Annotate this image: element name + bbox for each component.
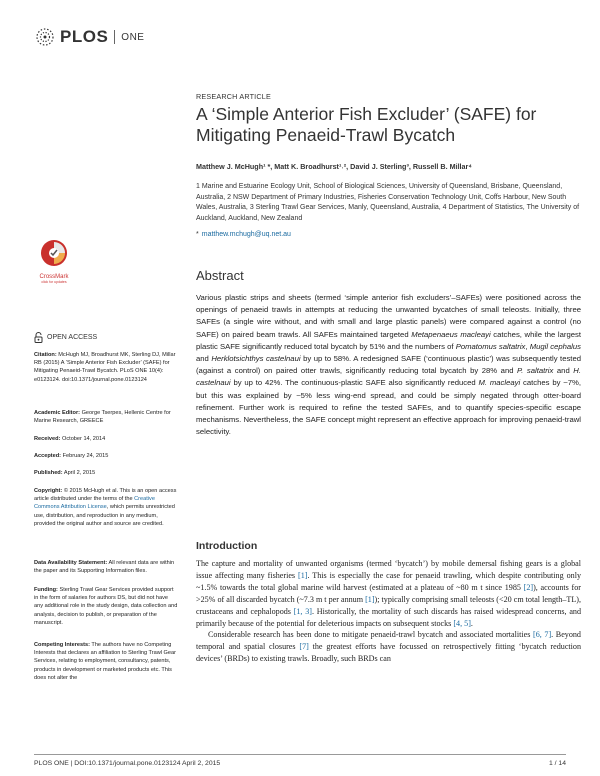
copyright-block: Copyright: © 2015 McHugh et al. This is an open access article distributed under the terms of the Creative Commons Attribution License, which permits unrestricted use, distribution, and reproduction in any medium, provided the original author and source are credited.	[34, 488, 177, 527]
plos-dots-icon	[34, 26, 56, 48]
ref-link[interactable]: [1, 3]	[293, 606, 312, 616]
crossmark-sub: click for updates	[41, 280, 67, 284]
data-availability-block: Data Availability Statement: All relevant data are within the paper and its Supporting Information files.	[34, 560, 175, 575]
open-access-label: OPEN ACCESS	[47, 334, 98, 341]
editor-block: Academic Editor: George Tserpes, Hellenic Centre for Marine Research, GREECE	[34, 410, 171, 425]
logo-divider	[114, 30, 115, 44]
footer-divider	[34, 754, 566, 755]
accepted-date: Accepted: February 24, 2015	[34, 453, 109, 459]
logo-sub: ONE	[121, 31, 145, 43]
footer-citation: PLOS ONE | DOI:10.1371/journal.pone.0123124 April 2, 2015	[34, 760, 221, 767]
article-type: RESEARCH ARTICLE	[196, 92, 271, 101]
corresponding-email[interactable]	[196, 231, 291, 238]
abstract-heading: Abstract	[196, 268, 244, 283]
ref-link[interactable]: [6, 7]	[533, 630, 552, 640]
competing-interests-block: Competing Interests: The authors have no Competing Interests that declares an affiliation to Sterling Trawl Gear Services, relating to employment, consultancy, patents, products in development or marketed products etc. This does not alter the	[34, 642, 176, 681]
ref-link[interactable]: [2]	[523, 582, 534, 592]
plos-one-logo	[34, 26, 144, 48]
crossmark-label: CrossMark	[39, 274, 69, 280]
intro-paragraph-1: The capture and mortality of unwanted organisms (termed ‘bycatch’) by mobile demersal fishing gears is a global issue affecting many fisheries [1]. This is especially the case for penaeid trawling, which despite contributing only ~1.5% towards the total global marine wild harvest (estimated at a plateau of ~80 m t since 1985 [2]), accounts for >25% of all discarded bycatch (~7.3 m t per annum [1]); typically comprising small teleosts (<20 cm total length–TL), crustaceans and cephalopods [1, 3]. Historically, the mortality of such discards has raised widespread concerns, and primarily because of the potential for deleterious impacts on subsequent stocks [4, 5].	[196, 559, 581, 628]
author-list: Matthew J. McHugh¹ *, Matt K. Broadhurst¹˒², David J. Sterling³, Russell B. Millar⁴	[196, 162, 472, 171]
abstract-text: Various plastic strips and sheets (termed ‘simple anterior fish excluders’–SAFEs) were positioned across the openings of penaeid trawls in attempts at reducing the unwanted bycatches of small teleosts. Initially, three SAFEs (a single wire without, and with small and large plastic panels) were compared against a control (no SAFE) on paired beam trawls. All SAFEs maintained targeted Metapenaeus macleayi catches, while the largest plastic SAFE significantly reduced total bycatch by 51% and the numbers of Pomatomus saltatrix, Mugil cephalus and Herklotsichthys castelnaui by up to 58%. A redesigned SAFE (‘continuous plastic’) was subsequently tested (against a control) on paired otter trawls, significantly reducing total bycatch by 28% and P. saltatrix and H. castelnaui by up to 42%. The continuous-plastic SAFE also significantly reduced M. macleayi catches by ~7%, but this was explained by ~5% less wing-end spread, and could be simply negated through otter-board refinement. Further work is required to refine the tested SAFEs, and to quantify species-specific escape mechanisms. Nevertheless, the SAFE concept might represent an effective approach for improving penaeid-trawl selectivity.	[196, 293, 581, 437]
open-access-badge	[34, 332, 97, 343]
ref-link[interactable]: [1]	[365, 594, 375, 604]
introduction-heading: Introduction	[196, 540, 258, 552]
page-number: 1 / 14	[548, 760, 566, 767]
funding-block: Funding: Sterling Trawl Gear Services provided support in the form of salaries for authors DS, but did not have any additional role in the study design, data collection and analysis, decision to publish, or preparation of the manuscript.	[34, 587, 178, 626]
citation-block: Citation: McHugh MJ, Broadhurst MK, Sterling DJ, Millar RB (2015) A ‘Simple Anterior Fish Excluder’ (SAFE) for Mitigating Penaeid-Trawl Bycatch. PLoS ONE 10(4): e0123124. doi:10.1371/journal.pone.0123124	[34, 352, 176, 383]
email-link[interactable]: matthew.mchugh@uq.net.au	[201, 231, 291, 238]
ref-link[interactable]: [7]	[299, 642, 309, 652]
crossmark-badge[interactable]	[34, 238, 74, 284]
received-date: Received: October 14, 2014	[34, 436, 106, 442]
logo-text: PLOS	[60, 27, 109, 46]
crossmark-icon	[34, 238, 74, 268]
published-date: Published: April 2, 2015	[34, 470, 96, 476]
affiliations: 1 Marine and Estuarine Ecology Unit, School of Biological Sciences, University of Queensland, Brisbane, Queensland, Australia, 2 NSW Department of Primary Industries, Fisheries Conservation Technology Unit, Coffs Harbour, New South Wales, Australia, 3 Sterling Trawl Gear Services, Manly, Queensland, Australia, 4 Department of Statistics, The University of Auckland, Auckland, New Zealand	[196, 183, 580, 222]
ref-link[interactable]: [1]	[298, 570, 308, 580]
ref-link[interactable]: [4, 5]	[453, 618, 471, 628]
open-lock-icon	[34, 332, 43, 343]
article-title: A ‘Simple Anterior Fish Excluder’ (SAFE) for Mitigating Penaeid-Trawl Bycatch	[196, 104, 537, 145]
intro-paragraph-2: Considerable research has been done to mitigate penaeid-trawl bycatch and associated mortalities [6, 7]. Beyond temporal and spatial closures [7] the greatest efforts have focussed on retrospectively fitting ‘bycatch reduction devices’ (BRDs) to existing trawls. Broadly, such BRDs can	[196, 630, 581, 664]
introduction-text	[196, 558, 581, 665]
license-link[interactable]: Creative Commons Attribution License	[34, 496, 155, 511]
email-star: *	[196, 231, 199, 238]
